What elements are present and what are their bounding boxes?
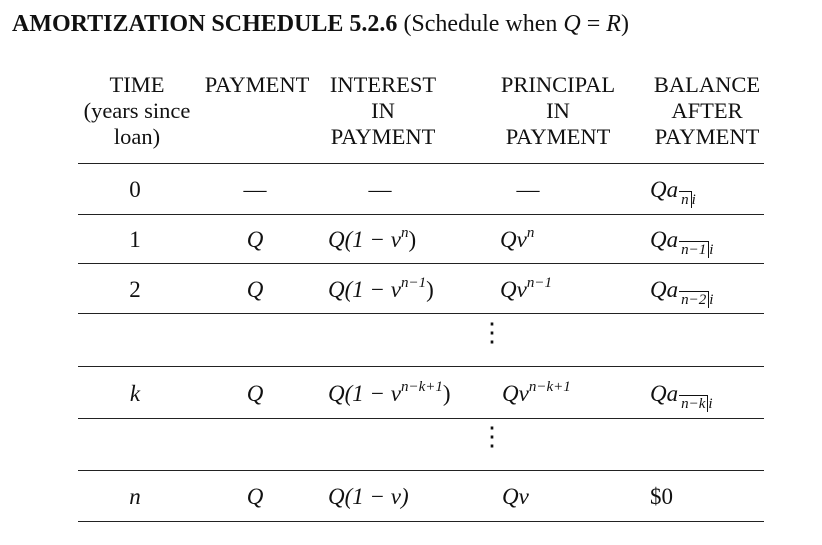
payment-cell: Q [246, 484, 264, 509]
header-principal: PRINCIPAL IN PAYMENT [500, 72, 616, 149]
schedule-label: AMORTIZATION SCHEDULE 5.2.6 [12, 11, 398, 37]
rule-row-k [78, 418, 764, 419]
interest-cell: $Q(1 - v^{n-1})$ [328, 275, 434, 302]
rule-row-2 [78, 313, 764, 314]
interest-cell: Q(1 − v) [328, 484, 409, 509]
rule-table-bottom [78, 521, 764, 522]
rule-vdots-1 [78, 366, 764, 367]
vdots-ellipsis: ⋮ [479, 318, 505, 347]
balance-cell: Qa n−k i [650, 381, 713, 412]
payment-cell: Q [246, 277, 264, 302]
principal-cell: $Qv^{n-k+1}$ [502, 379, 571, 406]
time-cell: 1 [129, 227, 141, 252]
time-cell: n [129, 484, 141, 509]
payment-cell: Q [246, 381, 264, 406]
rule-header-bottom [78, 163, 764, 164]
balance-cell: Qa n−2 i [650, 277, 714, 308]
time-cell: 0 [129, 177, 141, 202]
rule-row-0 [78, 214, 764, 215]
balance-cell: Qa n−1 i [650, 227, 714, 258]
payment-cell: Q [246, 227, 264, 252]
page-title [12, 10, 629, 38]
rule-vdots-2 [78, 470, 764, 471]
balance-cell: $0 [650, 484, 673, 509]
principal-cell: Qv [502, 484, 529, 509]
header-balance: BALANCE AFTER PAYMENT [653, 72, 761, 149]
vdots-ellipsis: ⋮ [479, 422, 505, 451]
interest-cell: $Q(1 - v^n)$ [328, 225, 417, 252]
principal-cell: — [516, 177, 540, 202]
interest-cell: $Q(1 - v^{n-k+1})$ [328, 379, 451, 406]
schedule-condition: (Schedule when Q = R) [403, 11, 629, 37]
header-time: TIME (years since loan) [83, 72, 191, 149]
time-cell: 2 [129, 277, 141, 302]
principal-cell: $Qv^{n-1}$ [500, 275, 552, 302]
interest-cell: — [368, 177, 392, 202]
header-interest: INTEREST IN PAYMENT [329, 72, 437, 149]
time-cell: k [129, 381, 141, 406]
payment-cell: — [243, 177, 267, 202]
balance-cell: Qa n i [650, 177, 696, 208]
header-payment: PAYMENT [204, 72, 310, 97]
rule-row-1 [78, 263, 764, 264]
principal-cell: Qv$^n$ [500, 225, 535, 252]
